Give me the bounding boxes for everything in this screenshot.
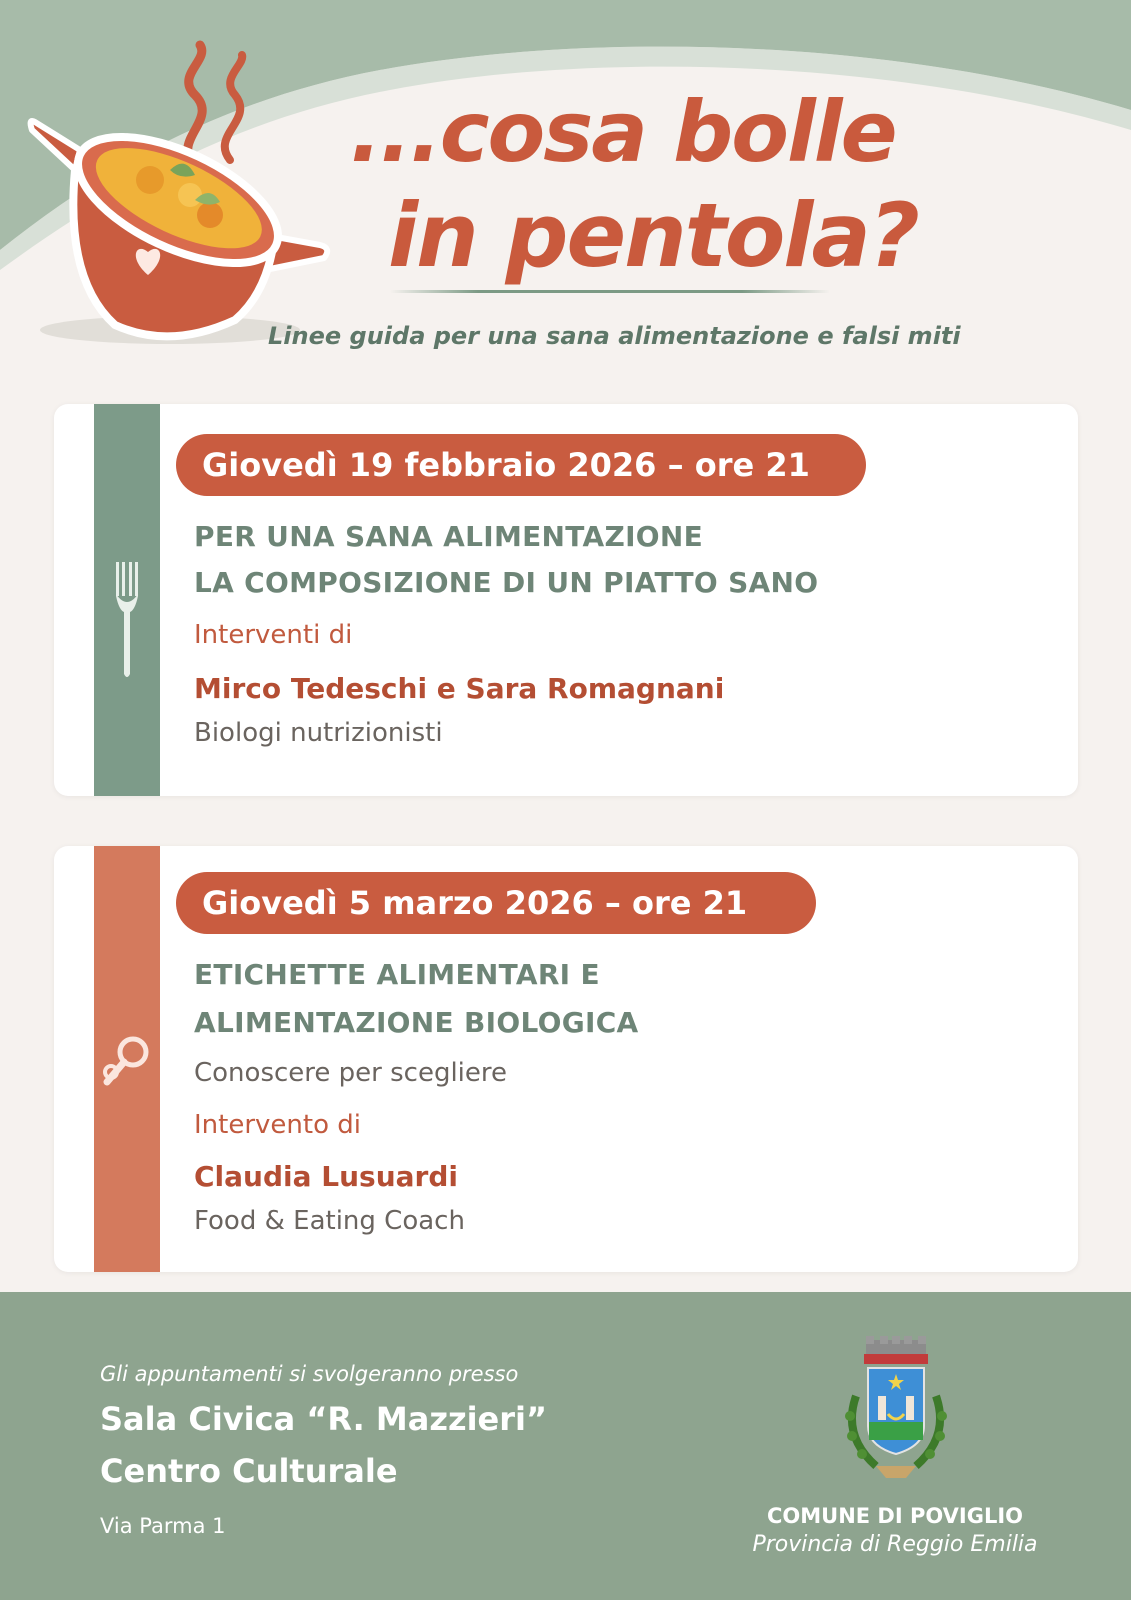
provincia-name: Provincia di Reggio Emilia [752,1532,1038,1557]
event-topic-line-1: PER UNA SANA ALIMENTAZIONE [194,520,704,553]
title-underline [390,290,830,293]
event-stripe-orange [94,846,160,1272]
event-topic-line-1: ETICHETTE ALIMENTARI E [194,958,600,991]
venue-address: Via Parma 1 [100,1514,226,1538]
event-speaker-role: Biologi nutrizionisti [194,718,443,748]
venue-name: Sala Civica “R. Mazzieri” [100,1400,548,1438]
event-speaker-intro: Interventi di [194,620,353,650]
poster-title-line-2: in pentola? [388,184,918,287]
event-speaker-intro: Intervento di [194,1110,361,1140]
footer [0,1292,1131,1600]
venue-intro: Gli appuntamenti si svolgeranno presso [100,1362,519,1386]
magnifier-icon [99,1032,155,1092]
event-topic-line-2: LA COMPOSIZIONE DI UN PIATTO SANO [194,566,819,599]
event-card-1 [54,404,1078,796]
event-tagline: Conoscere per scegliere [194,1058,508,1088]
event-speaker-role: Food & Eating Coach [194,1206,465,1236]
steam-icon [188,45,242,165]
poster-title-line-1: ...cosa bolle [350,83,896,181]
poster-subtitle: Linee guida per una sana alimentazione e falsi miti [268,322,961,350]
comune-name: COMUNE DI POVIGLIO [766,1504,1024,1528]
event-topic-line-2: ALIMENTAZIONE BIOLOGICA [194,1006,639,1039]
municipal-crest-icon [836,1336,956,1486]
event-speakers: Claudia Lusuardi [194,1160,458,1193]
event-speakers: Mirco Tedeschi e Sara Romagnani [194,672,725,705]
event-date-pill: Giovedì 19 febbraio 2026 – ore 21 [176,434,866,496]
event-card-2 [54,846,1078,1272]
venue-building: Centro Culturale [100,1452,398,1490]
event-date-pill: Giovedì 5 marzo 2026 – ore 21 [176,872,816,934]
fork-icon [115,562,139,682]
event-stripe-green [94,404,160,796]
cooking-pot-illustration [20,30,340,360]
